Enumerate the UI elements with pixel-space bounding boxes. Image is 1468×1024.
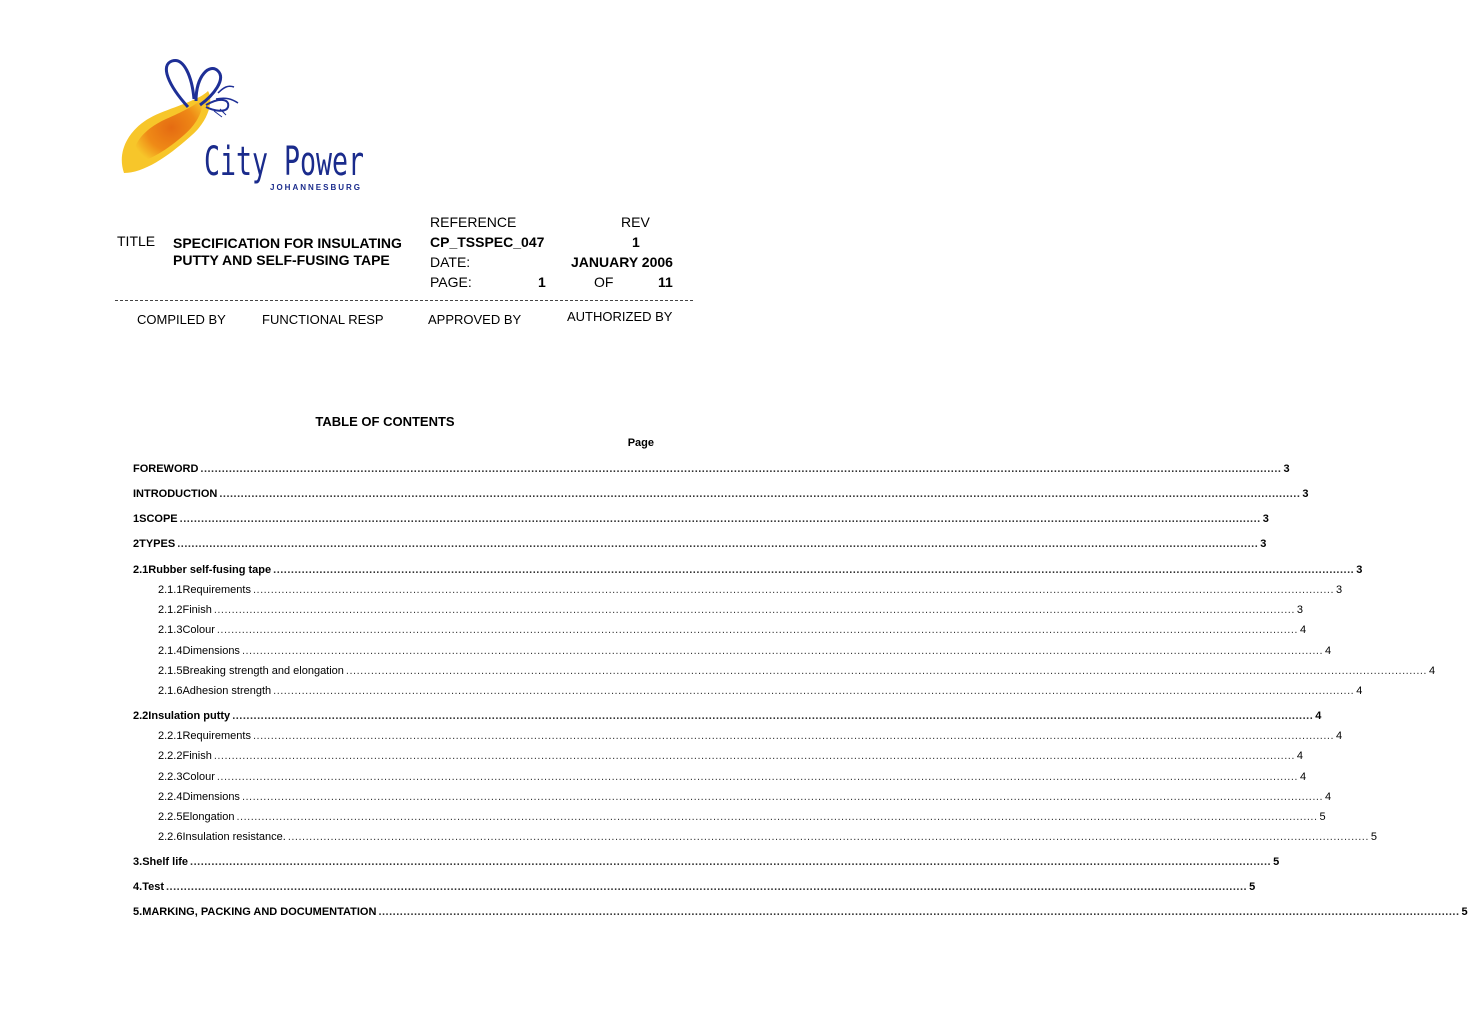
toc-entry-page: 4 [1299,624,1307,636]
toc-entry-number: 2.1.6 [158,685,183,697]
toc-entry [158,811,1326,827]
toc-entry-label: Dimensions [182,645,240,657]
header-divider [115,300,693,301]
toc-entry-label: Finish [182,604,212,616]
toc-entry-label: Requirements [182,730,251,742]
toc-entry [158,665,1436,681]
toc-entry [133,488,1309,504]
toc-entry-label: Test [142,881,164,893]
toc-entry [133,538,1267,554]
toc-entry [158,604,1304,620]
toc-entry-number: 2.1.1 [158,584,183,596]
toc-leader-dots [242,791,1323,803]
toc-entry-number: 2.1.5 [158,665,183,677]
toc-leader-dots [200,463,1281,475]
toc-leader-dots [288,831,1369,843]
toc-entry-label: Insulation putty [148,710,231,722]
toc-entry-label: Shelf life [142,856,189,868]
document-title-line-2: PUTTY AND SELF-FUSING TAPE [173,252,390,268]
title-label: TITLE [117,233,156,249]
toc-entry-label: Rubber self-fusing tape [148,564,272,576]
toc-entry-page: 4 [1296,750,1304,762]
toc-entry-number: 1 [133,513,140,525]
toc-entry-number: 2 [133,538,140,550]
toc-entry [133,463,1290,479]
city-power-logo [110,55,370,195]
toc-entry [158,730,1343,746]
toc-entry-number: 2.1.3 [158,624,183,636]
toc-entry-label: Insulation resistance. [182,831,286,843]
wing-left [166,60,194,107]
toc-entry-page: 3 [1296,604,1304,616]
toc-entry [133,856,1280,872]
toc-entry-number: 4. [133,881,143,893]
toc-entry-number: 2.1.2 [158,604,183,616]
toc-entry-page: 3 [1260,538,1267,550]
functional-resp-label: FUNCTIONAL RESP [262,312,384,327]
toc-leader-dots [378,906,1459,918]
toc-entry-page: 5 [1461,906,1468,918]
toc-entry-label: Elongation [182,811,235,823]
toc-entry-number: 2.2.4 [158,791,183,803]
toc-entry-number: 2.2.1 [158,730,183,742]
toc-leader-dots [180,513,1261,525]
toc-entry [158,750,1304,766]
toc-entry-page: 5 [1370,831,1378,843]
toc-entry-page: 4 [1336,730,1343,742]
toc-entry-number: 2.2.3 [158,771,183,783]
approved-by-label: APPROVED BY [428,312,522,327]
toc-page-header: Page [627,437,654,449]
toc-leader-dots [166,881,1247,893]
toc-entry-page: 3 [1302,488,1309,500]
toc-entry-label: MARKING, PACKING AND DOCUMENTATION [142,906,377,918]
compiled-by-label: COMPILED BY [137,312,226,327]
toc-entry-page: 5 [1249,881,1256,893]
toc-leader-dots [190,856,1271,868]
toc-entry-label: Colour [182,771,215,783]
toc-leader-dots [242,645,1323,657]
rev-value: 1 [632,234,640,250]
toc-entry [158,584,1343,600]
date-value: JANUARY 2006 [571,254,673,270]
toc-leader-dots [273,685,1354,697]
toc-entry-number: 5. [133,906,143,918]
toc-entry-label: Requirements [182,584,251,596]
rev-label: REV [621,214,650,230]
toc-entry-page: 4 [1429,665,1436,677]
toc-entry-label: Adhesion strength [182,685,272,697]
toc-entry-number: 2.2.2 [158,750,183,762]
toc-entry-page: 4 [1325,791,1332,803]
reference-value: CP_TSSPEC_047 [430,234,545,250]
toc-leader-dots [236,811,1317,823]
toc-leader-dots [217,771,1298,783]
toc-entry-number: 2.1.4 [158,645,183,657]
reference-label: REFERENCE [430,214,517,230]
toc-entry [158,624,1307,640]
authorized-by-label: AUTHORIZED BY [567,309,673,324]
toc-entry-page: 4 [1299,771,1307,783]
toc-leader-dots [346,665,1427,677]
toc-leader-dots [177,538,1258,550]
toc-entry-page: 3 [1262,513,1269,525]
toc-entry [158,685,1363,701]
toc-leader-dots [214,604,1295,616]
toc-entry [133,710,1322,726]
toc-leader-dots [273,564,1354,576]
toc-entry-label: Colour [182,624,215,636]
toc-entry-label: TYPES [139,538,176,550]
toc-entry-label: Breaking strength and elongation [182,665,344,677]
toc-entry [133,513,1269,529]
toc-entry-label: FOREWORD [133,463,199,475]
toc-title: TABLE OF CONTENTS [315,414,455,429]
toc-entry-page: 3 [1283,463,1290,475]
toc-entry-page: 4 [1325,645,1332,657]
document-title-line-1: SPECIFICATION FOR INSULATING [173,235,402,251]
of-label: OF [594,274,614,290]
toc-entry [158,771,1307,787]
toc-entry-page: 5 [1273,856,1280,868]
toc-entry-number: 3. [133,856,143,868]
toc-entry-page: 4 [1356,685,1363,697]
toc-entry-label: Dimensions [182,791,240,803]
of-value: 11 [658,274,673,290]
date-label: DATE: [430,254,471,270]
toc-entry-label: INTRODUCTION [133,488,218,500]
toc-entry-number: 2.2 [133,710,149,722]
toc-entry [158,831,1378,847]
toc-entry [133,564,1363,580]
toc-entry-page: 3 [1336,584,1343,596]
page-label: PAGE: [430,274,472,290]
toc-leader-dots [253,584,1334,596]
toc-leader-dots [253,730,1334,742]
toc-entry-page: 4 [1315,710,1322,722]
toc-entry-number: 2.2.5 [158,811,183,823]
toc-entry-number: 2.2.6 [158,831,183,843]
toc-entry [158,645,1332,661]
toc-entry-label: SCOPE [139,513,178,525]
toc-leader-dots [217,624,1298,636]
page-value: 1 [538,274,546,290]
toc-leader-dots [219,488,1300,500]
toc-entry-page: 3 [1356,564,1363,576]
toc-leader-dots [232,710,1313,722]
toc-entry [133,881,1256,897]
toc-entry [133,906,1468,922]
toc-leader-dots [214,750,1295,762]
toc-entry [158,791,1332,807]
brand-subtitle: JOHANNESBURG [270,183,363,192]
brand-name: City Power [204,139,364,185]
toc-entry-number: 2.1 [133,564,149,576]
toc-entry-page: 5 [1319,811,1326,823]
toc-entry-label: Finish [182,750,212,762]
